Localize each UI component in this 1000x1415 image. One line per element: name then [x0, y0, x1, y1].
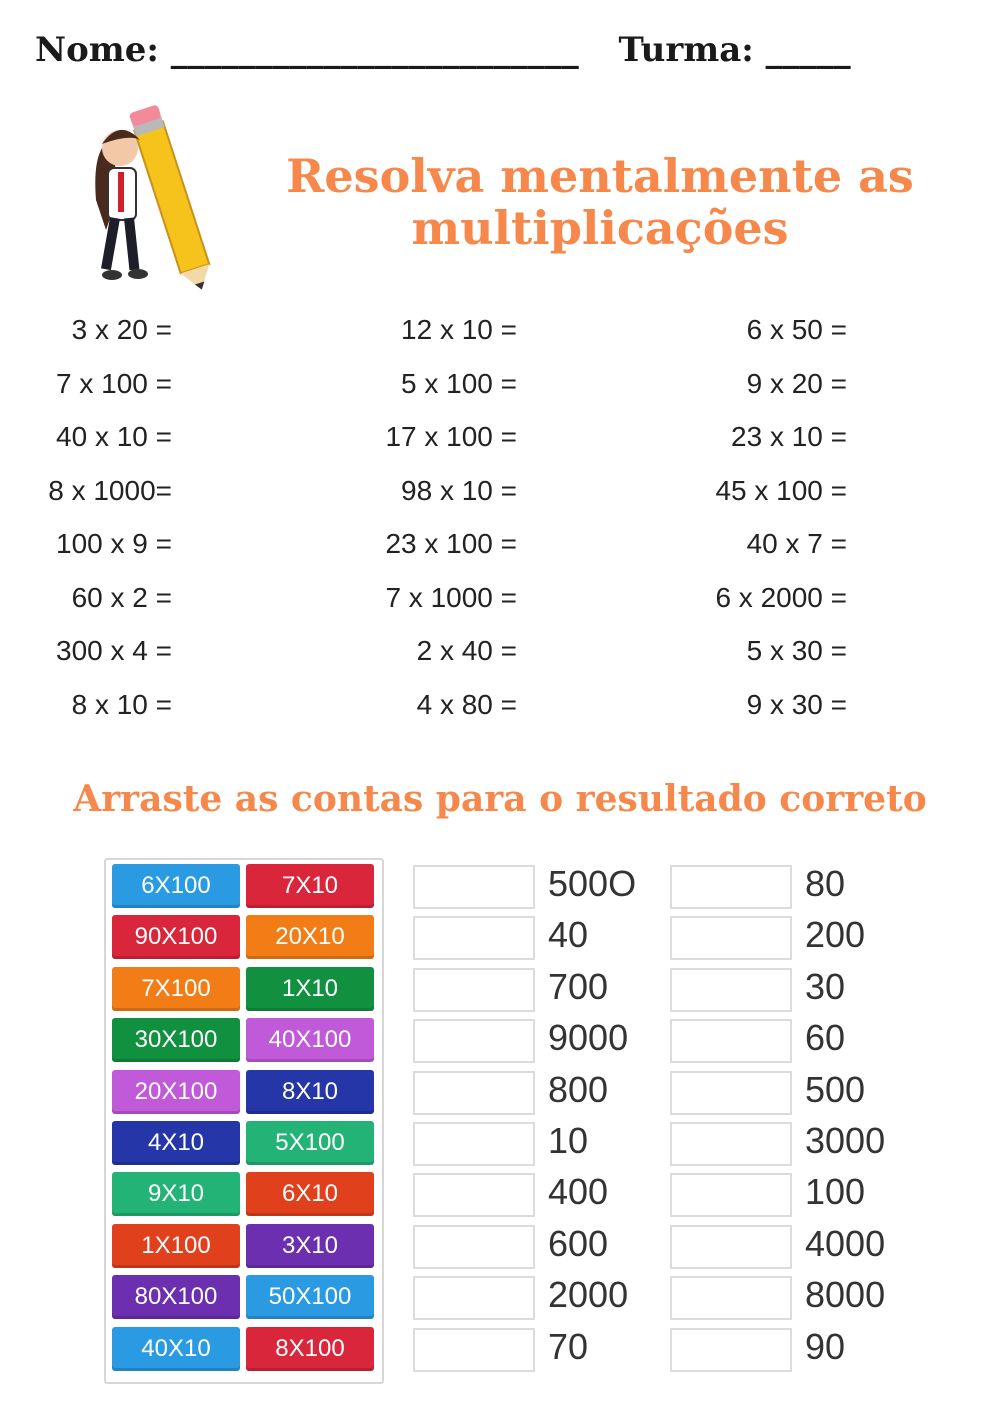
drop-box[interactable]: [413, 1019, 535, 1063]
drag-tile[interactable]: 3X10: [246, 1224, 374, 1268]
drop-box[interactable]: [670, 1071, 792, 1115]
exercise-item: 98 x 10 =: [401, 474, 517, 506]
answer-value: 8000: [805, 1274, 886, 1316]
answer-value: 3000: [805, 1120, 886, 1161]
exercise-item: 8 x 10 =: [71, 688, 172, 720]
exercise-item: 300 x 4 =: [56, 635, 172, 666]
drag-tile[interactable]: 20X10: [246, 915, 374, 959]
answer-value: 100: [805, 1171, 866, 1213]
exercise-item: 7 x 1000 =: [385, 581, 517, 613]
exercise-item: 4 x 80 =: [416, 688, 517, 720]
exercise-item: 100 x 9 =: [56, 528, 172, 559]
drop-box[interactable]: [413, 1071, 535, 1115]
answer-value: 2000: [548, 1274, 629, 1316]
exercise-item: 60 x 2 =: [71, 581, 172, 613]
drop-box[interactable]: [670, 865, 792, 909]
nome-blank[interactable]: ________________________: [170, 30, 579, 70]
turma-label: Turma:: [618, 30, 754, 70]
drag-tile[interactable]: 1X10: [246, 967, 374, 1011]
drop-box[interactable]: [413, 1122, 535, 1166]
drop-box[interactable]: [670, 1328, 792, 1372]
drop-box[interactable]: [670, 1276, 792, 1320]
answer-value: 10: [548, 1120, 589, 1161]
exercise-item: 40 x 7 =: [746, 528, 847, 559]
drop-box[interactable]: [413, 1276, 535, 1320]
answer-value: 400: [548, 1171, 609, 1213]
drag-tile[interactable]: 7X10: [246, 864, 374, 908]
answer-value: 4000: [805, 1222, 886, 1264]
answer-value: 80: [805, 863, 846, 904]
drag-tile[interactable]: 90X100: [112, 915, 240, 959]
drag-tile[interactable]: 6X10: [246, 1172, 374, 1216]
exercise-item: 23 x 100 =: [385, 528, 517, 559]
drop-box[interactable]: [413, 1173, 535, 1217]
drop-box[interactable]: [670, 1225, 792, 1269]
drag-tile[interactable]: 5X100: [246, 1121, 374, 1165]
exercise-item: 7 x 100 =: [56, 367, 172, 399]
drop-box[interactable]: [670, 1019, 792, 1063]
exercise-item: 6 x 50 =: [746, 314, 847, 345]
drag-tile[interactable]: 1X100: [112, 1224, 240, 1268]
exercise-item: 23 x 10 =: [731, 421, 847, 452]
drop-box[interactable]: [413, 968, 535, 1012]
drop-box[interactable]: [670, 1173, 792, 1217]
answer-value: 500O: [548, 863, 637, 904]
drop-box[interactable]: [413, 1328, 535, 1372]
drag-tile[interactable]: 80X100: [112, 1275, 240, 1319]
drag-tile[interactable]: 4X10: [112, 1121, 240, 1165]
answer-value: 200: [805, 914, 866, 956]
exercise-item: 12 x 10 =: [401, 314, 517, 345]
answer-value: 9000: [548, 1017, 629, 1059]
exercise-item: 5 x 100 =: [401, 367, 517, 399]
answer-value: 90: [805, 1325, 846, 1367]
answer-value: 70: [548, 1325, 589, 1367]
page-title: Resolva mentalmente as multiplicações: [286, 149, 914, 255]
exercise-item: 2 x 40 =: [416, 635, 517, 666]
exercise-item: 3 x 20 =: [71, 314, 172, 345]
drag-tile[interactable]: 7X100: [112, 967, 240, 1011]
drop-box[interactable]: [413, 916, 535, 960]
exercise-item: 6 x 2000 =: [715, 581, 847, 613]
drag-tile[interactable]: 40X100: [246, 1018, 374, 1062]
drag-tile[interactable]: 20X100: [112, 1070, 240, 1114]
turma-blank[interactable]: _____: [765, 30, 851, 70]
girl-with-pencil-icon: [80, 100, 250, 295]
drag-tile[interactable]: 6X100: [112, 864, 240, 908]
exercise-item: 8 x 1000=: [48, 474, 172, 506]
drop-box[interactable]: [670, 968, 792, 1012]
exercise-item: 9 x 20 =: [746, 367, 847, 399]
exercise-item: 45 x 100 =: [715, 474, 847, 506]
drag-tile[interactable]: 8X100: [246, 1327, 374, 1371]
drag-tile[interactable]: 50X100: [246, 1275, 374, 1319]
drag-tile[interactable]: 30X100: [112, 1018, 240, 1062]
answer-value: 800: [548, 1068, 609, 1110]
drag-tile[interactable]: 9X10: [112, 1172, 240, 1216]
answer-value: 600: [548, 1222, 609, 1264]
answer-value: 700: [548, 965, 609, 1007]
drag-tile[interactable]: 8X10: [246, 1070, 374, 1114]
answer-value: 40: [548, 914, 589, 956]
drop-box[interactable]: [413, 1225, 535, 1269]
nome-label: Nome:: [35, 30, 159, 70]
drop-box[interactable]: [413, 865, 535, 909]
section-subtitle: Arraste as contas para o resultado correto: [73, 778, 927, 820]
answer-value: 500: [805, 1068, 866, 1110]
drop-box[interactable]: [670, 1122, 792, 1166]
exercise-item: 17 x 100 =: [385, 421, 517, 452]
exercise-item: 40 x 10 =: [56, 421, 172, 452]
answer-value: 30: [805, 965, 846, 1007]
answer-value: 60: [805, 1017, 846, 1059]
exercise-item: 5 x 30 =: [746, 635, 847, 666]
drag-tile[interactable]: 40X10: [112, 1327, 240, 1371]
exercise-item: 9 x 30 =: [746, 688, 847, 720]
drop-box[interactable]: [670, 916, 792, 960]
header: [35, 30, 851, 70]
